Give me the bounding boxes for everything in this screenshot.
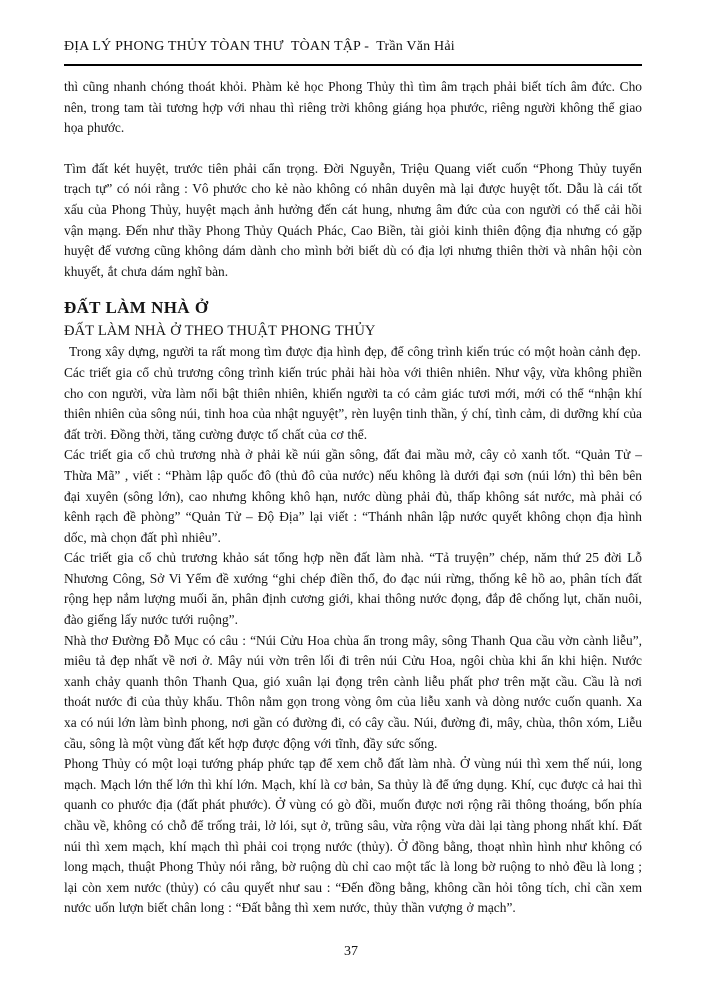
paragraph-tim-dat-ket-huyet: Tìm đất két huyệt, trước tiên phải cẩn trọng. Đời Nguyễn, Triệu Quang viết cuốn “Phong Thủy tuyển trạch tự” có nói rằng : Vô phước cho kẻ nào không có nhân duyên mà lại được huyệt tốt. Dẫu là cái tốt xấu của Phong Thủy, huyệt mạch ảnh hưởng đến cát hung, nhưng âm đức của con người có thể cải hồi vận mạng. Đến như thầy Phong Thủy Quách Phác, Cao Biền, tài giỏi kinh thiên động địa nhưng có gặp huyệt đế vương cũng không dám dành cho mình bởi biết dù có địa lợi nhưng thiên thời và nhân hội còn khuyết, ắt chưa dám nghĩ bàn. xyxy=(64,160,642,279)
section-subheading: ĐẤT LÀM NHÀ Ở THEO THUẬT PHONG THỦY xyxy=(64,323,376,340)
header-rule xyxy=(64,64,642,66)
section-heading: ĐẤT LÀM NHÀ Ở xyxy=(64,298,209,318)
paragraph-continuation: thì cũng nhanh chóng thoát khỏi. Phàm kẻ học Phong Thủy thì tìm âm trạch phải biết tích âm đức. Cho nên, trong tam tài tương hợp với nhau thì riêng trời không giáng họa phước, riêng người không thể giao họa phước. xyxy=(64,79,642,136)
page-body xyxy=(64,77,642,919)
paragraph-trong-xay-dung: Trong xây dựng, người ta rất mong tìm được địa hình đẹp, để công trình kiến trúc có một hoàn cảnh đẹp. xyxy=(69,344,641,360)
paragraph-triet-gia-cong-trinh: Các triết gia cổ chủ trương công trình kiến trúc phải hài hòa với thiên nhiên. Như vậy, vừa không phiền cho con người, vừa làm nổi bật thiên nhiên, khiến người ta có cảm giác tươi mới, mới có thể “nhận khí thiên nhiên của sông núi, tinh hoa của nhật nguyệt”, rèn luyện tinh thần, ý chí, tình cảm, di dưỡng khí của đất trời. Đồng thời, tăng cường được tố chất của cơ thể. xyxy=(64,364,642,442)
paragraph-triet-gia-nha-o: Các triết gia cổ chủ trương nhà ở phải kề núi gần sông, đất đai mầu mở, cây cỏ xanh tốt. “Quản Tử – Thừa Mã” , viết : “Phàm lập quốc đô (thủ đô của nước) nếu không là dưới đại sơn (núi lớn) thì bên bên đại xuyên (sông lớn), cao nhưng không khô hạn, nước dùng phải đủ, thấp không sát nước, mà phải có kênh rạch đề phòng” “Quản Tử – Độ Địa” lại viết : “Thánh nhân lập nước quyết không chọn địa hình dốc, mà chọn đất phì nhiêu”. xyxy=(64,447,642,545)
paragraph-triet-gia-khao-sat: Các triết gia cổ chủ trương khảo sát tổng hợp nền đất làm nhà. “Tả truyện” chép, năm thứ 25 đời Lỗ Nhương Công, Sở Vi Yểm đề xướng “ghi chép điền thổ, đo đạc núi rừng, thống kê hồ ao, phân tích đất rộng hẹp nắm lượng muối ăn, phân định cương giới, khai thông nước đọng, đắp đê chống lụt, chăn nuôi, đào giếng lấy nước tưới ruộng”. xyxy=(64,550,642,628)
page-footer xyxy=(0,944,702,960)
page-header xyxy=(64,38,642,66)
paragraph-phong-thuy-tuong-phap: Phong Thủy có một loại tướng pháp phức tạp để xem chỗ đất làm nhà. Ở vùng núi thì xem thế núi, long mạch. Mạch lớn thế lớn thì khí lớn. Mạch, khí là cơ bản, Sa thủy là để ứng dụng. Khí, cục được cả hai thì quanh co phước địa (đất phát phước). Ở vùng có gò đồi, muốn được nơi rộng rãi thông thoáng, bốn phía chầu về, không có chỗ để trống trải, lở lói, sụt ở, trũng sâu, vừa rộng vừa dài lại tàng phong nhất khí. Đất núi thì xem mạch, khí mạch thì phải coi trọng nước (thủy). Ở đồng bằng, thoạt nhìn hình như không có long mạch, thuật Phong Thủy nói rằng, bờ ruộng dù chỉ cao một tấc là long bờ ruộng to nhỏ đều là long ; lại còn xem nước (thủy) có câu quyết như sau : “Đến đồng bằng, không cần hỏi tông tích, chỉ cần xem nước uốn lượn biết chân long : “Đất bằng thì xem nước, thủy thần vượng ở mạch”. xyxy=(64,756,642,916)
header-title: ĐỊA LÝ PHONG THỦY TÒAN THƯ TÒAN TẬP - Trần Văn Hải xyxy=(64,39,455,54)
page-number: 37 xyxy=(344,944,358,959)
paragraph-nha-tho-duong: Nhà thơ Đường Đỗ Mục có câu : “Núi Cửu Hoa chùa ẩn trong mây, sông Thanh Qua cầu vờn cành liễu”, miêu tả đẹp nhất về nơi ở. Mây núi vờn trên lối đi trên núi Cửu Hoa, ngôi chùa khi ẩn khi hiện. Nước xanh chảy quanh thôn Thanh Qua, gió xuân lại đọng trên cành liễu phất phơ trên mặt cầu. Cầu là nơi thoát nước đi của thủy khẩu. Thôn nằm gọn trong vòng ôm của liễu xanh và dòng nước cuốn quanh. Xa xa có núi lớn làm bình phong, nơi gần có đường đi, có cây cầu. Núi, đường đi, mây, chùa, thôn xóm, Liễu cầu, sông là một vùng đất kết hợp được động với tĩnh, đầy sức sống. xyxy=(64,632,642,751)
paragraph-spacer xyxy=(64,139,642,159)
